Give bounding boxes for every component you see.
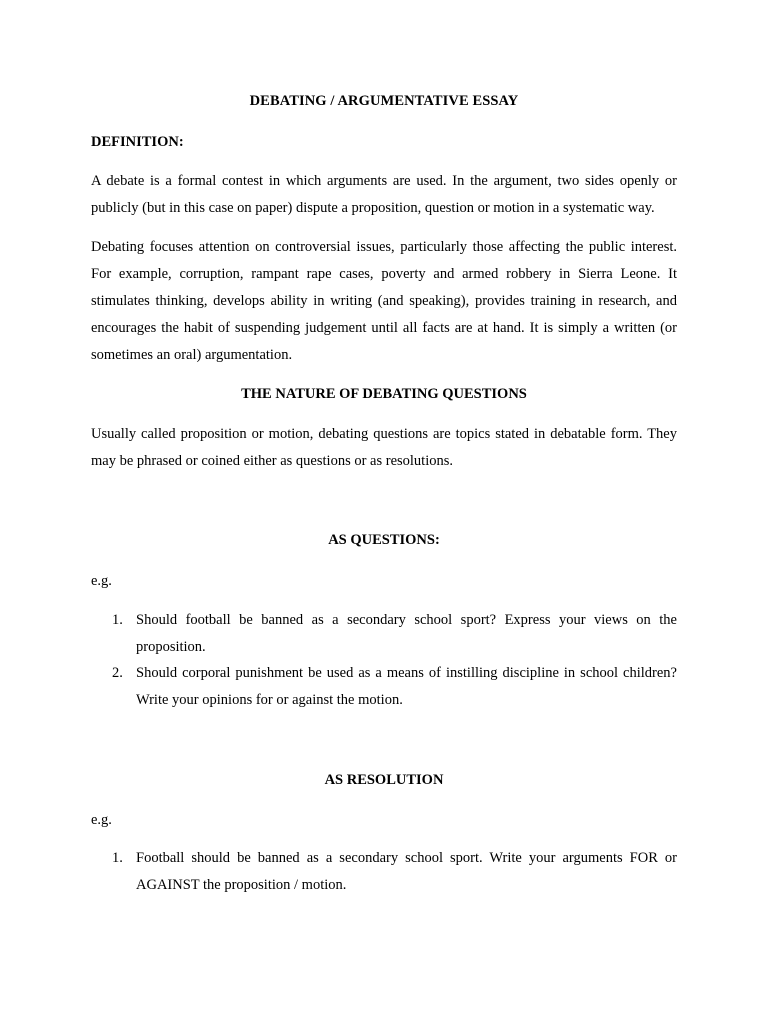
list-item-text: Should corporal punishment be used as a means of instilling discipline in school children? Write your opinions for or against the motion.: [136, 665, 677, 708]
list-item-number: 1.: [112, 612, 123, 628]
list-item-number: 1.: [112, 850, 123, 866]
list-item-text: Football should be banned as a secondary school sport. Write your arguments FOR or AGAINST the proposition / motion.: [136, 850, 677, 893]
resolution-heading: AS RESOLUTION: [324, 772, 444, 788]
list-item: [112, 607, 677, 661]
questions-heading: AS QUESTIONS:: [328, 532, 440, 548]
questions-eg: e.g.: [91, 573, 112, 589]
definition-heading: DEFINITION:: [91, 134, 184, 150]
definition-paragraph-1: A debate is a formal contest in which arguments are used. In the argument, two sides openly or publicly (but in this case on paper) dispute a proposition, question or motion in a systematic way.: [91, 173, 677, 216]
nature-paragraph: Usually called proposition or motion, debating questions are topics stated in debatable form. They may be phrased or coined either as questions or as resolutions.: [91, 426, 677, 469]
document-title: DEBATING / ARGUMENTATIVE ESSAY: [249, 93, 519, 109]
list-item-text: Should football be banned as a secondary school sport? Express your views on the proposition.: [136, 612, 677, 655]
definition-paragraph-2: Debating focuses attention on controversial issues, particularly those affecting the public interest. For example, corruption, rampant rape cases, poverty and armed robbery in Sierra Leone. It stimulates thinking, develops ability in writing (and speaking), provides training in research, and encourages the habit of suspending judgement until all facts are at hand. It is simply a written (or sometimes an oral) argumentation.: [91, 239, 677, 363]
list-item: [112, 660, 677, 714]
resolution-eg: e.g.: [91, 812, 112, 828]
list-item: [112, 845, 677, 899]
nature-heading: THE NATURE OF DEBATING QUESTIONS: [241, 386, 527, 402]
list-item-number: 2.: [112, 665, 123, 681]
